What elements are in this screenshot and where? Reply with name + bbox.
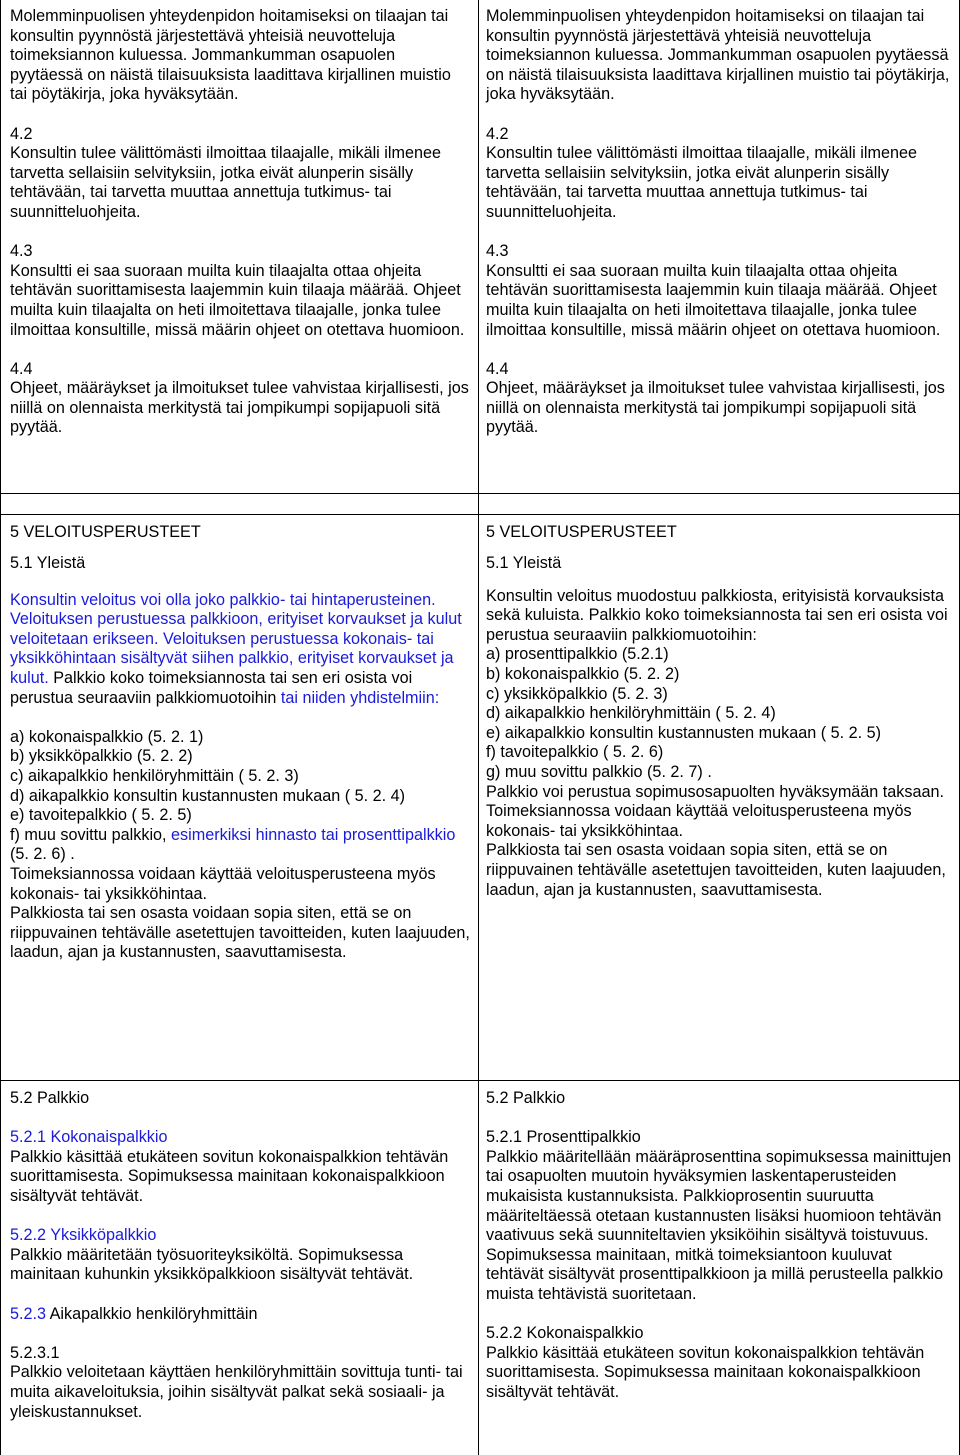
list-item-f-revised: esimerkiksi hinnasto tai prosenttipalkkio	[171, 825, 456, 844]
right-s5-2-2-text: Palkkio käsittää etukäteen sovitun kokonaispalkkion tehtävän suorittamisesta. Sopimuksessa mainitaan kokonaispalkkioon sisältyvät tehtävät.	[486, 1343, 925, 1401]
left-section-4	[10, 7, 472, 438]
right-s5-2-1-heading: 5.2.1 Prosenttipalkkio	[486, 1128, 641, 1147]
right-section-5-1	[486, 523, 952, 900]
left-s4-4-number: 4.4	[10, 359, 33, 378]
list-item: b) yksikköpalkkio (5. 2. 2)	[10, 747, 193, 766]
table-divider-middle	[478, 0, 479, 1455]
right-s5-1-after-2: Toimeksiannossa voidaan käyttää veloitusperusteena myös kokonais- tai yksikköhintaa.	[486, 802, 912, 840]
table-row-separator	[0, 514, 960, 515]
right-s4-2-text: Konsultin tulee välittömästi ilmoittaa tilaajalle, mikäli ilmenee tarvetta sellaisiin selvityksiin, jotka eivät alunperin sisälly tehtävään, tai tarvetta muuttaa annettuja tutkimus- tai suunnitteluohjeita.	[486, 144, 917, 221]
left-s5-2-3-number: 5.2.3	[10, 1304, 47, 1323]
right-s4-2-number: 4.2	[486, 124, 509, 143]
right-section-4	[486, 7, 952, 438]
table-row-separator	[0, 493, 960, 494]
left-s4-2-number: 4.2	[10, 124, 33, 143]
right-s5-2-1-text: Palkkio määritellään määräprosenttina sopimuksessa mainittujen tai osapuolten muutoin hyväksymien laskentaperusteiden mukaisista kustannuksista. Palkkioprosentin suuruutta määriteltäessä otetaan kustannusten lisäksi huomioon tehtävän vaativuus sekä suunniteltavien yksiköihin sisältyvä toistuvuus. Sopimuksessa mainitaan, mitkä toimeksiantoon kuuluvat tehtävät sisältyvät prosenttipalkkioon ja millä perusteella palkkio muista tehtävistä suoritetaan.	[486, 1147, 952, 1303]
left-s5-1-revised-text: Konsultin veloitus voi olla joko palkkio- tai hintaperusteinen. Veloituksen perustuessa palkkioon, erityiset korvaukset ja kulut veloitetaan erikseen. Veloituksen perustuessa kokonais- tai yksikköhintaan sisältyvät siihen palkkio, erityiset korvaukset ja kulut.	[10, 590, 462, 687]
list-item: b) kokonaispalkkio (5. 2. 2)	[486, 664, 680, 683]
left-s4-2-text: Konsultin tulee välittömästi ilmoittaa tilaajalle, mikäli ilmenee tarvetta sellaisiin selvityksiin, jotka eivät alunperin sisälly tehtävään, tai tarvetta muuttaa annettuja tutkimus- tai suunnitteluohjeita.	[10, 144, 441, 221]
left-s5-heading: 5 VELOITUSPERUSTEET	[10, 523, 201, 541]
list-item: e) tavoitepalkkio ( 5. 2. 5)	[10, 806, 192, 825]
right-s5-1-after-3: Palkkiosta tai sen osasta voidaan sopia siten, että se on riippuvainen tehtävälle asetettujen tavoitteiden, kuten laajuuden, laadun, ajan ja kustannusten, saavuttamisesta.	[486, 841, 946, 899]
left-s5-1-paragraph	[10, 591, 472, 709]
left-s5-2-3-title: Aikapalkkio henkilöryhmittäin	[46, 1304, 258, 1323]
left-s5-2-2-text: Palkkio määritetään työsuoriteyksiköltä. Sopimuksessa mainitaan kuhunkin yksikköpalkkioon sisältyvät tehtävät.	[10, 1245, 414, 1284]
left-s5-2-3-1-number: 5.2.3.1	[10, 1343, 60, 1362]
left-s5-2-3-1-text: Palkkio veloitetaan käyttäen henkilöryhmittäin sovittuja tunti- tai muita aikaveloituksia, joihin sisältyvät palkat sekä sosiaali- ja yleiskustannukset.	[10, 1363, 463, 1421]
left-s5-2-3-heading	[10, 1305, 472, 1325]
list-item: f) tavoitepalkkio ( 5. 2. 6)	[486, 743, 664, 762]
left-s5-1-after-2: Palkkiosta tai sen osasta voidaan sopia siten, että se on riippuvainen tehtävälle asetettujen tavoitteiden, kuten laajuuden, laadun, ajan ja kustannusten, saavuttamisesta.	[10, 904, 470, 962]
left-s5-2-heading: 5.2 Palkkio	[10, 1089, 90, 1107]
left-s5-1-original-text: Palkkio koko toimeksiannosta tai sen eri osista voi perustua seuraaviin palkkiomuotoihin	[10, 668, 413, 707]
right-s4-intro: Molemminpuolisen yhteydenpidon hoitamiseksi on tilaajan tai konsultin pyynnöstä järjestettävä yhteisiä neuvotteluja toimeksiannon kuluessa. Jommankumman osapuolen pyytäessä on näistä tilaisuuksista laadittava kirjallinen muistio tai pöytäkirja, joka hyväksytään.	[486, 7, 950, 104]
left-section-5-1	[10, 523, 472, 963]
list-item: a) kokonaispalkkio (5. 2. 1)	[10, 727, 204, 746]
right-s5-1-after-1: Palkkio voi perustua sopimusosapuolten hyväksymään taksaan.	[486, 782, 945, 801]
list-item: a) prosenttipalkkio (5.2.1)	[486, 645, 669, 664]
left-s4-4-text: Ohjeet, määräykset ja ilmoitukset tulee vahvistaa kirjallisesti, jos niillä on olennaista merkitystä tai jompikumpi sopijapuoli sitä pyytää.	[10, 379, 469, 437]
right-s4-3-number: 4.3	[486, 242, 509, 261]
right-s4-4-number: 4.4	[486, 359, 509, 378]
list-item	[10, 826, 472, 865]
left-s5-1-heading: 5.1 Yleistä	[10, 554, 86, 572]
left-s5-2-1-text: Palkkio käsittää etukäteen sovitun kokonaispalkkion tehtävän suorittamisesta. Sopimuksessa mainitaan kokonaispalkkioon sisältyvät tehtävät.	[10, 1147, 449, 1205]
right-s5-heading: 5 VELOITUSPERUSTEET	[486, 523, 677, 541]
right-section-5-2	[486, 1089, 952, 1403]
table-border-left	[0, 0, 1, 1455]
list-item: g) muu sovittu palkkio (5. 2. 7) .	[486, 762, 712, 781]
list-item: e) aikapalkkio konsultin kustannusten mukaan ( 5. 2. 5)	[486, 723, 882, 742]
right-s5-1-heading: 5.1 Yleistä	[486, 554, 562, 572]
right-s4-3-text: Konsultti ei saa suoraan muilta kuin tilaajalta ottaa ohjeita tehtävän suorittamisesta laajemmin kuin tilaaja määrää. Ohjeet muilta kuin tilaajalta on heti ilmoitettava tilaajalle, jonka tulee ilmoittaa konsultille, missä määrin ohjeet on otettava huomioon.	[486, 261, 941, 339]
list-item: c) yksikköpalkkio (5. 2. 3)	[486, 684, 668, 703]
left-s5-1-after-1: Toimeksiannossa voidaan käyttää veloitusperusteena myös kokonais- tai yksikköhintaa.	[10, 864, 436, 903]
table-row-separator	[0, 1080, 960, 1081]
list-item: d) aikapalkkio konsultin kustannusten mukaan ( 5. 2. 4)	[10, 786, 406, 805]
right-s5-1-intro: Konsultin veloitus muodostuu palkkiosta, erityisistä korvauksista sekä kuluista. Palkkio koko toimeksiannosta tai sen eri osista voi perustua seuraaviin palkkiomuotoihin:	[486, 586, 948, 644]
left-s5-2-2-heading: 5.2.2 Yksikköpalkkio	[10, 1226, 157, 1245]
list-item: d) aikapalkkio henkilöryhmittäin ( 5. 2. 4)	[486, 704, 776, 723]
right-s4-4-text: Ohjeet, määräykset ja ilmoitukset tulee vahvistaa kirjallisesti, jos niillä on olennaista merkitystä tai jompikumpi sopijapuoli sitä pyytää.	[486, 379, 945, 437]
list-item-f-text: f) muu sovittu palkkio,	[10, 825, 172, 844]
left-s4-3-number: 4.3	[10, 242, 33, 261]
left-s5-2-1-heading: 5.2.1 Kokonaispalkkio	[10, 1128, 168, 1147]
list-item: c) aikapalkkio henkilöryhmittäin ( 5. 2. 3)	[10, 766, 299, 785]
left-section-5-2	[10, 1089, 472, 1422]
right-s5-2-heading: 5.2 Palkkio	[486, 1089, 566, 1107]
list-item-f-tail: (5. 2. 6) .	[10, 845, 75, 864]
left-s4-intro: Molemminpuolisen yhteydenpidon hoitamiseksi on tilaajan tai konsultin pyynnöstä järjestettävä yhteisiä neuvotteluja toimeksiannon kuluessa. Jommankumman osapuolen pyytäessä on näistä tilaisuuksista laadittava kirjallinen muistio tai pöytäkirja, joka hyväksytään.	[10, 7, 451, 104]
left-s5-1-revised-text-2: tai niiden yhdistelmiin:	[280, 688, 440, 707]
right-s5-2-2-heading: 5.2.2 Kokonaispalkkio	[486, 1324, 644, 1343]
left-s4-3-text: Konsultti ei saa suoraan muilta kuin tilaajalta ottaa ohjeita tehtävän suorittamisesta laajemmin kuin tilaaja määrää. Ohjeet muilta kuin tilaajalta on heti ilmoitettava tilaajalle, jonka tulee ilmoittaa konsultille, missä määrin ohjeet on otettava huomioon.	[10, 261, 465, 339]
